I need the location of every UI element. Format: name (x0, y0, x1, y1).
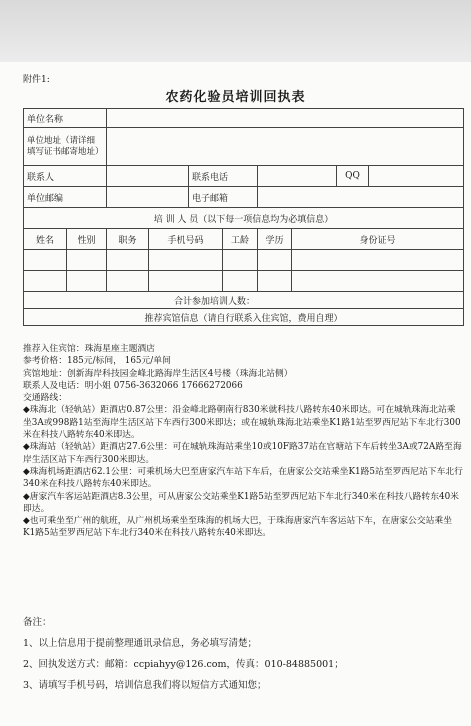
col-id-number: 身份证号 (292, 229, 464, 250)
note-item: 2、回执发送方式：邮箱：ccpiahyy@126.com，传真：010-84885001； (23, 659, 344, 670)
contact-field[interactable] (107, 166, 189, 187)
page-title: 农药化验员培训回执表 (165, 90, 306, 105)
route-item: ◆唐家汽车客运站距酒店8.3公里，可从唐家公交站乘坐K1路5站至罗西尼站下车北行340米在科技八路转东40米即达。 (23, 491, 459, 514)
email-label: 电子邮箱 (189, 187, 258, 208)
cell[interactable] (292, 250, 464, 271)
cell[interactable] (24, 271, 67, 292)
attachment-label: 附件1: (23, 75, 50, 85)
cell[interactable] (107, 271, 149, 292)
col-gender: 性别 (67, 229, 107, 250)
contact-label: 联系人 (24, 166, 107, 187)
note-item: 3、请填写手机号码，培训信息我们将以短信方式通知您； (23, 680, 267, 691)
unit-name-label: 单位名称 (24, 109, 107, 128)
unit-address-field[interactable] (107, 128, 464, 166)
notes (23, 612, 463, 696)
route-item: ◆也可乘坐至广州的航班，从广州机场乘坐至珠海的机场大巴，于珠海唐家汽车客运站下车，在唐家公交站乘坐K1路5站至罗西尼站下车北行340米在科技八路转东40米即达。 (23, 516, 453, 539)
trainees-header: 培 训 人 员（以下每一项信息均为必填信息） (24, 208, 464, 229)
route-item: ◆珠海机场距酒店62.1公里：可乘机场大巴至唐家汽车站下车后，在唐家公交站乘坐K1路5站至罗西尼站下车北行340米在科技八路转东40米即达。 (23, 466, 463, 490)
unit-name-field[interactable] (107, 109, 464, 128)
registration-form (23, 108, 464, 326)
cell[interactable] (24, 250, 67, 271)
email-field[interactable] (258, 187, 464, 208)
cell[interactable] (67, 271, 107, 292)
total-label: 合计参加培训人数： (174, 296, 256, 307)
transport-title: 交通路线： (23, 393, 67, 404)
unit-address-label: 单位地址（请详细填写证书邮寄地址） (24, 128, 107, 166)
top-photo-strip (0, 0, 471, 62)
trainee-row[interactable] (24, 271, 464, 292)
cell[interactable] (223, 250, 258, 271)
postcode-field[interactable] (107, 187, 189, 208)
cell[interactable] (107, 250, 149, 271)
trainee-row[interactable] (24, 250, 464, 271)
cell[interactable] (292, 271, 464, 292)
col-mobile: 手机号码 (149, 229, 223, 250)
cell[interactable] (223, 271, 258, 292)
qq-label: QQ (337, 166, 369, 187)
col-education: 学历 (258, 229, 292, 250)
cell[interactable] (67, 250, 107, 271)
phone-field[interactable] (258, 166, 337, 187)
col-name: 姓名 (24, 229, 67, 250)
qq-field[interactable] (369, 166, 464, 187)
col-position: 职务 (107, 229, 149, 250)
cell[interactable] (258, 271, 292, 292)
cell[interactable] (258, 250, 292, 271)
cell[interactable] (149, 271, 223, 292)
route-item: ◆珠海北（轻轨站）距酒店0.87公里：沿金峰北路朝南行830米就科技八路转东40米即达。可在城轨珠海北站乘坐3A或998路1站至海岸生活区站下车西行300米即达；或在城轨珠海北站乘坐K1路1站至罗西尼站下车北行300米在科技八路转东40米即达。 (23, 405, 461, 441)
hotel-address: 宾馆地址：创新海岸科技园金峰北路海岸生活区4号楼（珠海北站侧） (23, 368, 293, 379)
postcode-label: 单位邮编 (24, 187, 107, 208)
phone-label: 联系电话 (189, 166, 258, 187)
route-item: ◆珠海站（轻轨站）距酒店27.6公里：可在城轨珠海站乘坐10或10F路37站在官塘站下车后转坐3A或72A路至海岸生活区站下车西行300米即达。 (23, 442, 462, 465)
total-trainees[interactable] (24, 292, 464, 309)
note-item: 1、以上信息用于提前整理通讯录信息，务必填写清楚； (23, 638, 258, 649)
hotel-info (23, 343, 463, 540)
notes-title: 备注： (23, 617, 52, 628)
cell[interactable] (149, 250, 223, 271)
hotel-header: 推荐宾馆信息（请自行联系入住宾馆，费用自理） (24, 309, 464, 326)
col-seniority: 工龄 (223, 229, 258, 250)
hotel-name: 推荐入住宾馆：珠海星座主题酒店 (23, 344, 155, 354)
hotel-price: 参考价格：185元/标间， 165元/单间 (23, 356, 171, 367)
hotel-contact: 联系人及电话：明小姐 0756-3632066 17666272066 (23, 380, 243, 391)
